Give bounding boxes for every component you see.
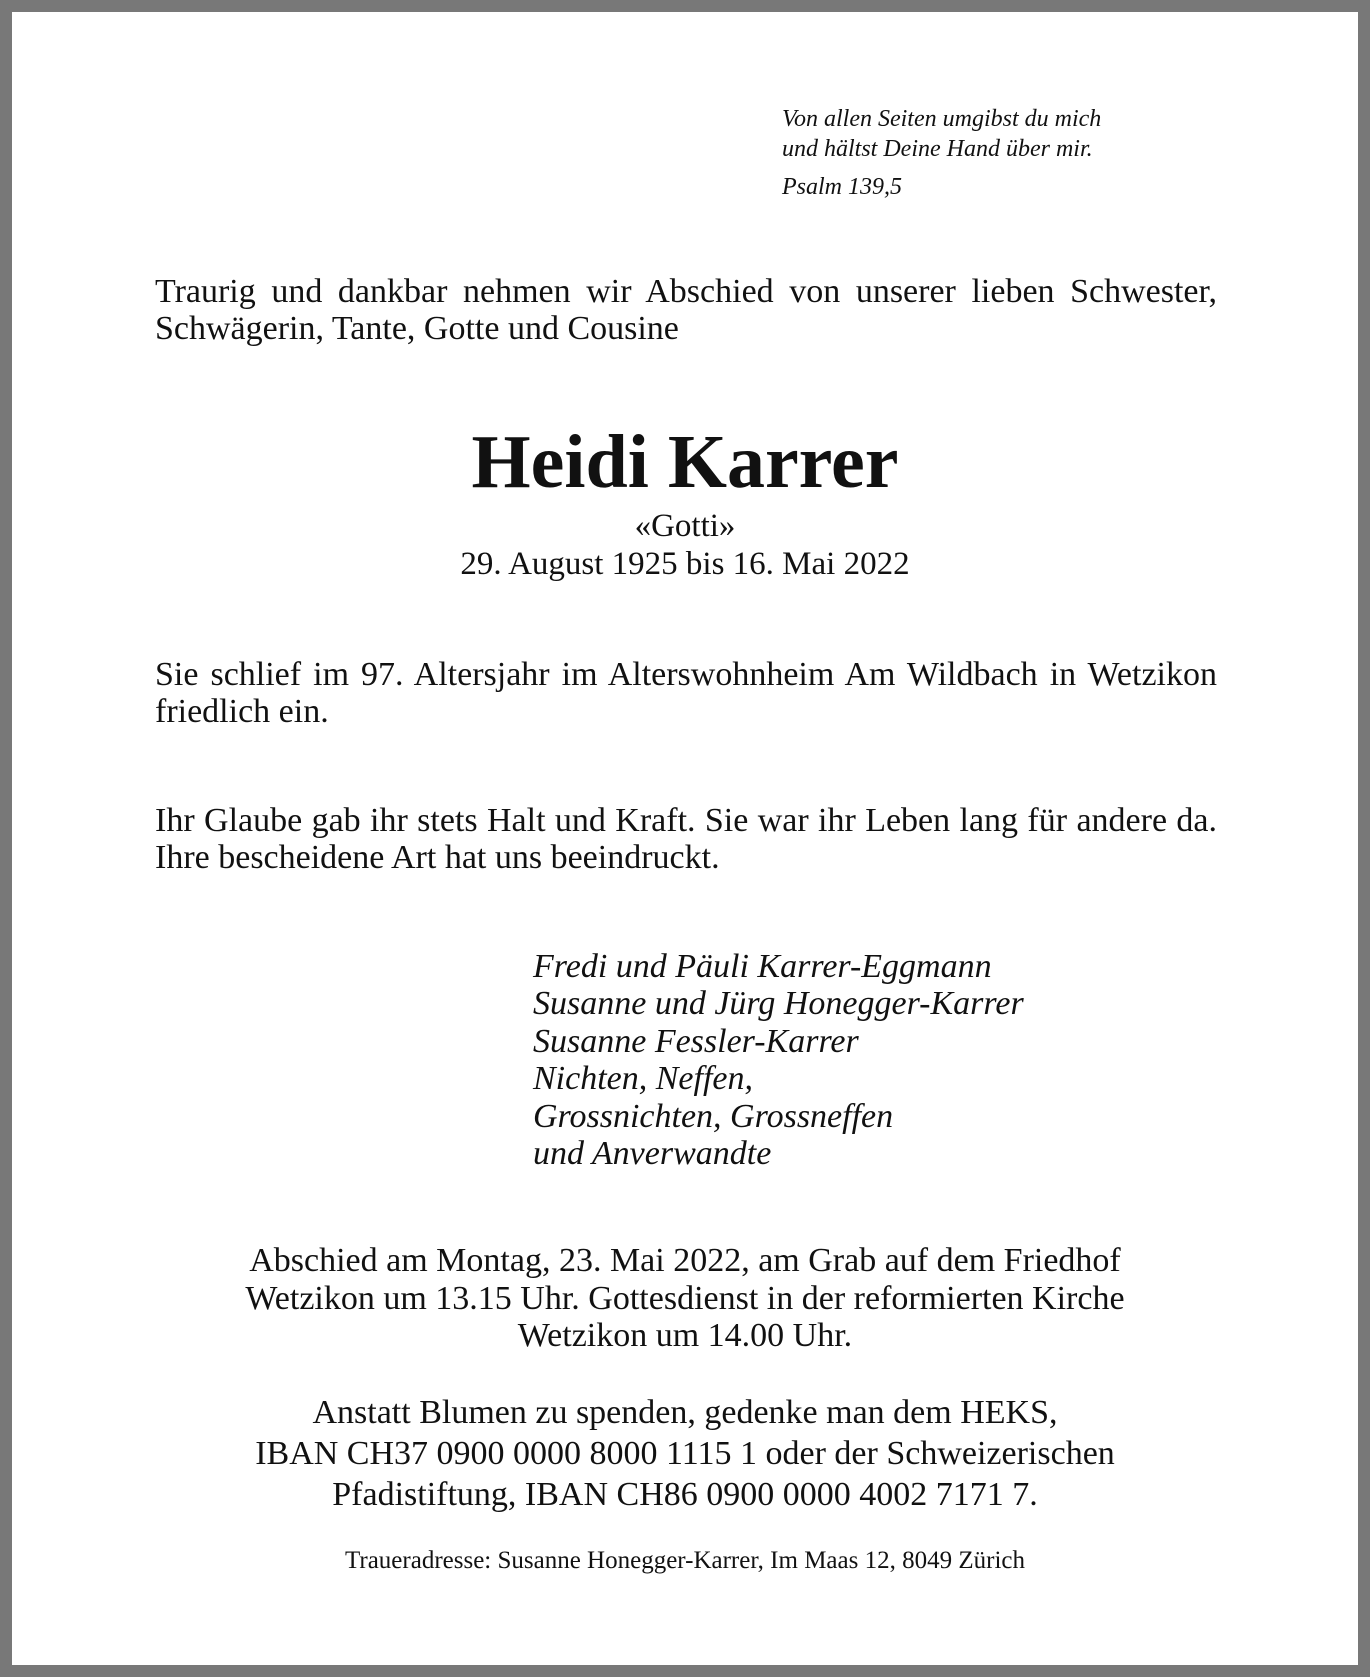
deceased-name: Heidi Karrer	[471, 420, 899, 504]
donation-info	[12, 1392, 1358, 1515]
service-line: Wetzikon um 14.00 Uhr.	[517, 1317, 853, 1354]
mourner: Susanne Fessler-Karrer	[533, 1022, 859, 1060]
donation-line: Anstatt Blumen zu spenden, gedenke man dem HEKS,	[312, 1394, 1058, 1431]
psalm-quote	[782, 104, 1101, 202]
donation-line: Pfadistiftung, IBAN CH86 0900 0000 4002 7171 7.	[332, 1476, 1038, 1513]
mourner: Grossnichten, Grossneffen	[533, 1097, 894, 1135]
donation-line: IBAN CH37 0900 0000 8000 1115 1 oder der Schweizerischen	[255, 1435, 1115, 1472]
service-line: Wetzikon um 13.15 Uhr. Gottesdienst in der reformierten Kirche	[245, 1279, 1125, 1317]
mourners-list	[533, 948, 1024, 1172]
mourner: Susanne und Jürg Honegger-Karrer	[533, 985, 1024, 1023]
quote-line: Von allen Seiten umgibst du mich	[782, 106, 1102, 132]
intro-text: Traurig und dankbar nehmen wir Abschied von unserer lieben Schwester, Schwägerin, Tante, Gotte und Cousine	[155, 273, 1217, 347]
passing-text: Sie schlief im 97. Altersjahr im Alterswohnheim Am Wildbach in Wetzikon friedlich ein.	[155, 656, 1217, 730]
life-dates: 29. August 1925 bis 16. Mai 2022	[460, 546, 910, 582]
tribute-text: Ihr Glaube gab ihr stets Halt und Kraft. Sie war ihr Leben lang für andere da. Ihre bescheidene Art hat uns beeindruckt.	[155, 802, 1217, 876]
mourning-address: Traueradresse: Susanne Honegger-Karrer, Im Maas 12, 8049 Zürich	[344, 1547, 1025, 1574]
deceased-nickname: «Gotti»	[634, 508, 736, 544]
service-line: Abschied am Montag, 23. Mai 2022, am Grab auf dem Friedhof	[249, 1242, 1121, 1279]
mourner: und Anverwandte	[533, 1135, 772, 1173]
quote-line: und hältst Deine Hand über mir.	[782, 136, 1093, 162]
quote-source: Psalm 139,5	[782, 174, 902, 200]
service-info	[12, 1242, 1358, 1355]
obituary-page	[12, 12, 1358, 1665]
mourner: Fredi und Päuli Karrer-Eggmann	[533, 948, 992, 985]
mourner: Nichten, Neffen,	[533, 1060, 754, 1098]
